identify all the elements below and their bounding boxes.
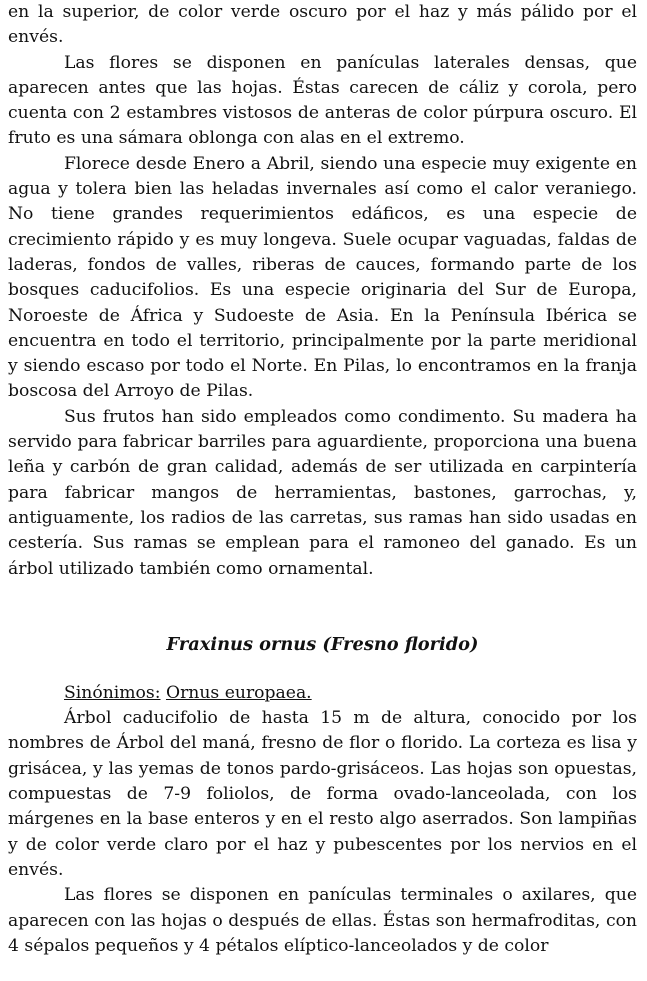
paragraph-description: Árbol caducifolio de hasta 15 m de altura, conocido por los nombres de Árbol del maná, fresno de flor o florido. La corteza es lisa y grisácea, y las yemas de tonos pardo-grisáceos. Las hojas son opuestas, compuestas de 7-9 foliolos, de forma ovado-lanceolada, con los márgenes en la base enteros y en el resto algo aserrados. Son lampiñas y de color verde claro por el haz y pubescentes por los nervios en el envés. (8, 708, 637, 880)
paragraph-continuation: en la superior, de color verde oscuro por el haz y más pálido por el envés. (8, 2, 637, 48)
title-spacer (8, 657, 637, 681)
paragraph-uses: Sus frutos han sido empleados como condimento. Su madera ha servido para fabricar barriles para aguardiente, proporciona una buena leña y carbón de gran calidad, además de ser utilizada en carpintería para fabricar mangos de herramientas, bastones, garrochas, y, antiguamente, los radios de las carretas, sus ramas han sido usadas en cestería. Sus ramas se emplean para el ramoneo del ganado. Es un árbol utilizado también como ornamental. (8, 406, 637, 579)
paragraph-flowering-habitat: Florece desde Enero a Abril, siendo una especie muy exigente en agua y tolera bien las heladas invernales así como el calor veraniego. No tiene grandes requerimientos edáficos, es una especie de crecimiento rápido y es muy longeva. Suele ocupar vaguadas, faldas de laderas, fondos de valles, riberas de cauces, formando parte de los bosques caducifolios. Es una especie originaria del Sur de Europa, Noroeste de África y Sudoeste de Asia. En la Península Ibérica se encuentra en todo el territorio, principalmente por la parte meridional y siendo escaso por todo el Norte. En Pilas, lo encontramos en la franja boscosa del Arroyo de Pilas. (8, 153, 637, 402)
synonyms-value: Ornus europaea. (165, 682, 312, 703)
synonyms-label: Sinónimos: (64, 682, 161, 703)
paragraph-flowers: Las flores se disponen en panículas laterales densas, que aparecen antes que las hojas. Éstas carecen de cáliz y corola, pero cuenta con 2 estambres vistosos de anteras de color púrpura oscuro. El fruto es una sámara oblonga con alas en el extremo. (8, 52, 637, 149)
synonyms-line (8, 681, 637, 706)
section-title: Fraxinus ornus (Fresno florido) (166, 633, 479, 655)
paragraph-flowers-ornus: Las flores se disponen en panículas terminales o axilares, que aparecen con las hojas o después de ellas. Éstas son hermafroditas, con 4 sépalos pequeños y 4 pétalos elíptico-lanceolados y de color (8, 885, 637, 956)
section-spacer (8, 582, 637, 632)
document-page (8, 0, 637, 959)
